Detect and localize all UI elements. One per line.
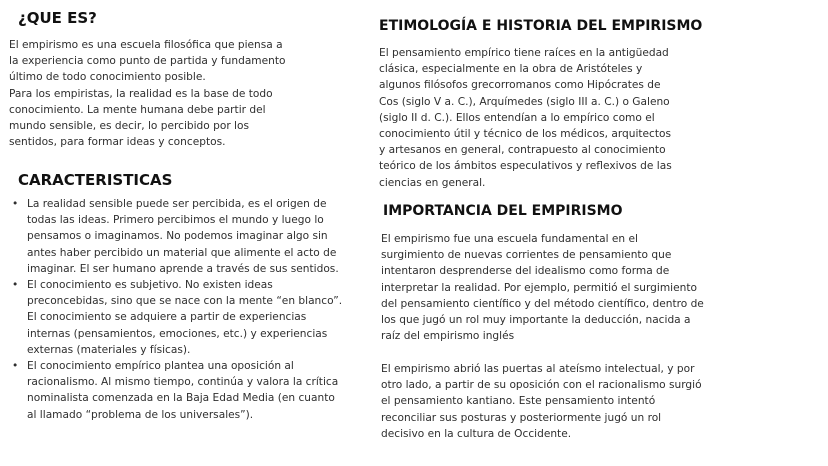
text-line: El conocimiento empírico plantea una oposición al — [27, 360, 294, 373]
caracteristicas-list — [9, 196, 367, 423]
text-line: del pensamiento científico y del método científico, dentro de — [381, 297, 704, 310]
list-item — [9, 196, 367, 277]
etimologia-paragraph — [379, 45, 712, 191]
text-line: el pensamiento kantiano. Este pensamiento intentó — [381, 395, 656, 408]
que-es-paragraph — [9, 37, 327, 150]
text-line: intentaron desprenderse del idealismo como forma de — [381, 265, 670, 278]
caracteristicas-title: CARACTERISTICAS — [18, 171, 173, 189]
text-line: externas (materiales y físicas). — [27, 343, 191, 356]
text-line: teórico de los ámbitos especulativos y reflexivos de las — [379, 160, 672, 173]
text-line: El empirismo fue una escuela fundamental en el — [381, 233, 638, 245]
text-line: último de todo conocimiento posible. — [9, 71, 206, 84]
text-line: los que jugó un rol muy importante la deducción, nacida a — [381, 314, 691, 327]
text-line: nominalista comenzada en la Baja Edad Media (en cuanto — [27, 392, 335, 405]
importancia-paragraph-2 — [381, 361, 731, 442]
text-line: ciencias en general. — [379, 176, 486, 189]
que-es-title: ¿QUE ES? — [18, 9, 97, 27]
text-line: sentidos, para formar ideas y conceptos. — [9, 136, 226, 149]
text-line: decisivo en la cultura de Occidente. — [381, 427, 572, 440]
text-line: raíz del empirismo inglés — [381, 330, 515, 343]
text-line: surgimiento de nuevas corrientes de pensamiento que — [381, 249, 672, 262]
text-line: Para los empiristas, la realidad es la base de todo — [9, 87, 273, 100]
text-line: al llamado “problema de los universales”). — [27, 408, 254, 421]
importancia-paragraph-1 — [381, 231, 731, 344]
text-line: El pensamiento empírico tiene raíces en la antigüedad — [379, 47, 669, 59]
bullet-icon: • — [12, 198, 19, 210]
list-item — [9, 277, 367, 358]
text-line: preconcebidas, sino que se nace con la mente “en blanco”. — [27, 295, 343, 308]
text-line: El conocimiento es subjetivo. No existen ideas — [27, 279, 273, 292]
text-line: otro lado, a partir de su oposición con el racionalismo surgió — [381, 379, 702, 392]
text-line: la experiencia como punto de partida y fundamento — [9, 55, 286, 68]
text-line: conocimiento. La mente humana debe partir del — [9, 103, 266, 116]
text-line: clásica, especialmente en la obra de Aristóteles y — [379, 63, 643, 76]
text-line: todas las ideas. Primero percibimos el mundo y luego lo — [27, 214, 324, 227]
etimologia-title: ETIMOLOGÍA E HISTORIA DEL EMPIRISMO — [379, 18, 703, 34]
text-line: (siglo II d. C.). Ellos entendían a lo empírico como el — [379, 111, 655, 124]
text-line: La realidad sensible puede ser percibida, es el origen de — [27, 198, 327, 210]
text-line: imaginar. El ser humano aprende a través de sus sentidos. — [27, 262, 339, 275]
text-line: conocimiento útil y técnico de los médicos, arquitectos — [379, 128, 672, 141]
text-line: internas (pensamientos, emociones, etc.) y experiencias — [27, 327, 328, 340]
text-line: Cos (siglo V a. C.), Arquímedes (siglo III a. C.) o Galeno — [379, 95, 670, 108]
text-line: reconciliar sus posturas y posteriormente jugó un rol — [381, 411, 662, 424]
text-line: antes haber percibido un material que alimente el acto de — [27, 246, 337, 259]
text-line: El empirismo es una escuela filosófica que piensa a — [9, 39, 283, 51]
text-line: interpretar la realidad. Por ejemplo, permitió el surgimiento — [381, 281, 697, 294]
text-line: mundo sensible, es decir, lo percibido por los — [9, 120, 249, 133]
list-item — [9, 358, 367, 423]
text-line: y artesanos en general, contrapuesto al conocimiento — [379, 144, 666, 157]
importancia-title: IMPORTANCIA DEL EMPIRISMO — [383, 203, 623, 219]
text-line: algunos filósofos grecorromanos como Hipócrates de — [379, 79, 661, 92]
text-line: El conocimiento se adquiere a partir de experiencias — [27, 311, 307, 324]
bullet-icon: • — [12, 360, 19, 373]
text-line: racionalismo. Al mismo tiempo, continúa y valora la crítica — [27, 376, 339, 389]
bullet-icon: • — [12, 279, 19, 292]
text-line: pensamos o imaginamos. No podemos imaginar algo sin — [27, 230, 328, 243]
text-line: El empirismo abrió las puertas al ateísmo intelectual, y por — [381, 363, 695, 375]
